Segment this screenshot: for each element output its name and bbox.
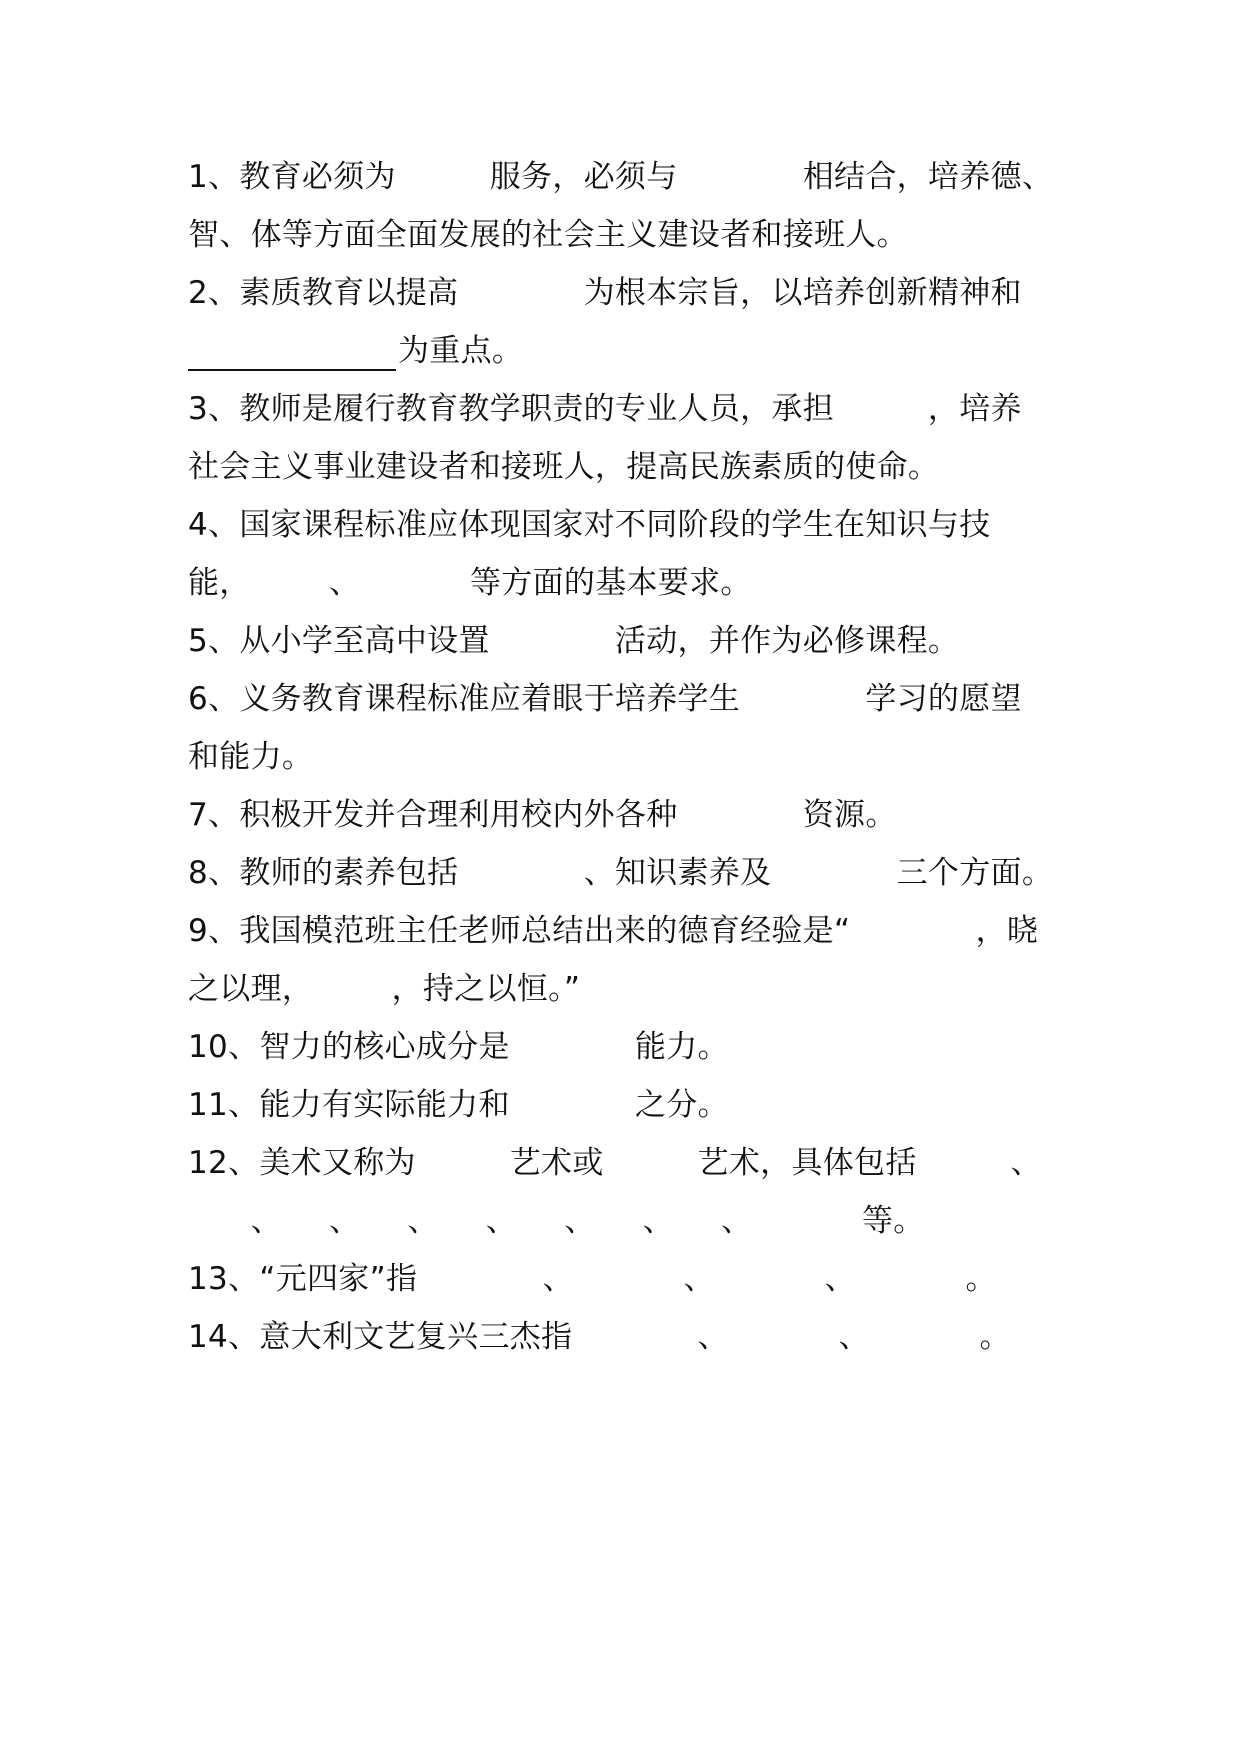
question-12-line-1: 12、美术又称为 艺术或 艺术，具体包括 、 <box>188 1145 1042 1181</box>
question-14-line-1: 14、意大利文艺复兴三杰指 、 、 。 <box>188 1319 1011 1355</box>
question-4-line-2: 能， 、 等方面的基本要求。 <box>188 565 752 601</box>
question-7-line-1: 7、积极开发并合理利用校内外各种 资源。 <box>188 797 897 833</box>
question-5-line-1: 5、从小学至高中设置 活动，并作为必修课程。 <box>188 623 960 659</box>
question-2-line-1: 2、素质教育以提高 为根本宗旨，以培养创新精神和 <box>188 275 1022 311</box>
question-11-line-1: 11、能力有实际能力和 之分。 <box>188 1087 729 1123</box>
question-9-line-2: 之以理， ，持之以恒。” <box>188 971 581 1007</box>
question-12-line-2: 、 、 、 、 、 、 、 等。 <box>188 1203 925 1239</box>
answer-blank-underline <box>188 337 396 371</box>
question-1-line-1: 1、教育必须为 服务，必须与 相结合，培养德、 <box>188 159 1054 195</box>
question-3-line-1: 3、教师是履行教育教学职责的专业人员，承担 ，培养 <box>188 391 1022 427</box>
question-6-line-1: 6、义务教育课程标准应着眼于培养学生 学习的愿望 <box>188 681 1022 717</box>
question-4-line-1: 4、国家课程标准应体现国家对不同阶段的学生在知识与技 <box>188 507 991 543</box>
question-6-line-2: 和能力。 <box>188 739 314 775</box>
question-13-line-1: 13、“元四家”指 、 、 、 。 <box>188 1261 997 1297</box>
question-10-line-1: 10、智力的核心成分是 能力。 <box>188 1029 729 1065</box>
question-3-line-2: 社会主义事业建设者和接班人，提高民族素质的使命。 <box>188 449 940 485</box>
question-2-line-2 <box>188 331 1068 371</box>
question-9-line-1: 9、我国模范班主任老师总结出来的德育经验是“ ，晓 <box>188 913 1039 949</box>
question-1-line-2: 智、体等方面全面发展的社会主义建设者和接班人。 <box>188 217 908 253</box>
question-2-line-2-text: 为重点。 <box>398 333 524 369</box>
question-8-line-1: 8、教师的素养包括 、知识素养及 三个方面。 <box>188 855 1054 891</box>
